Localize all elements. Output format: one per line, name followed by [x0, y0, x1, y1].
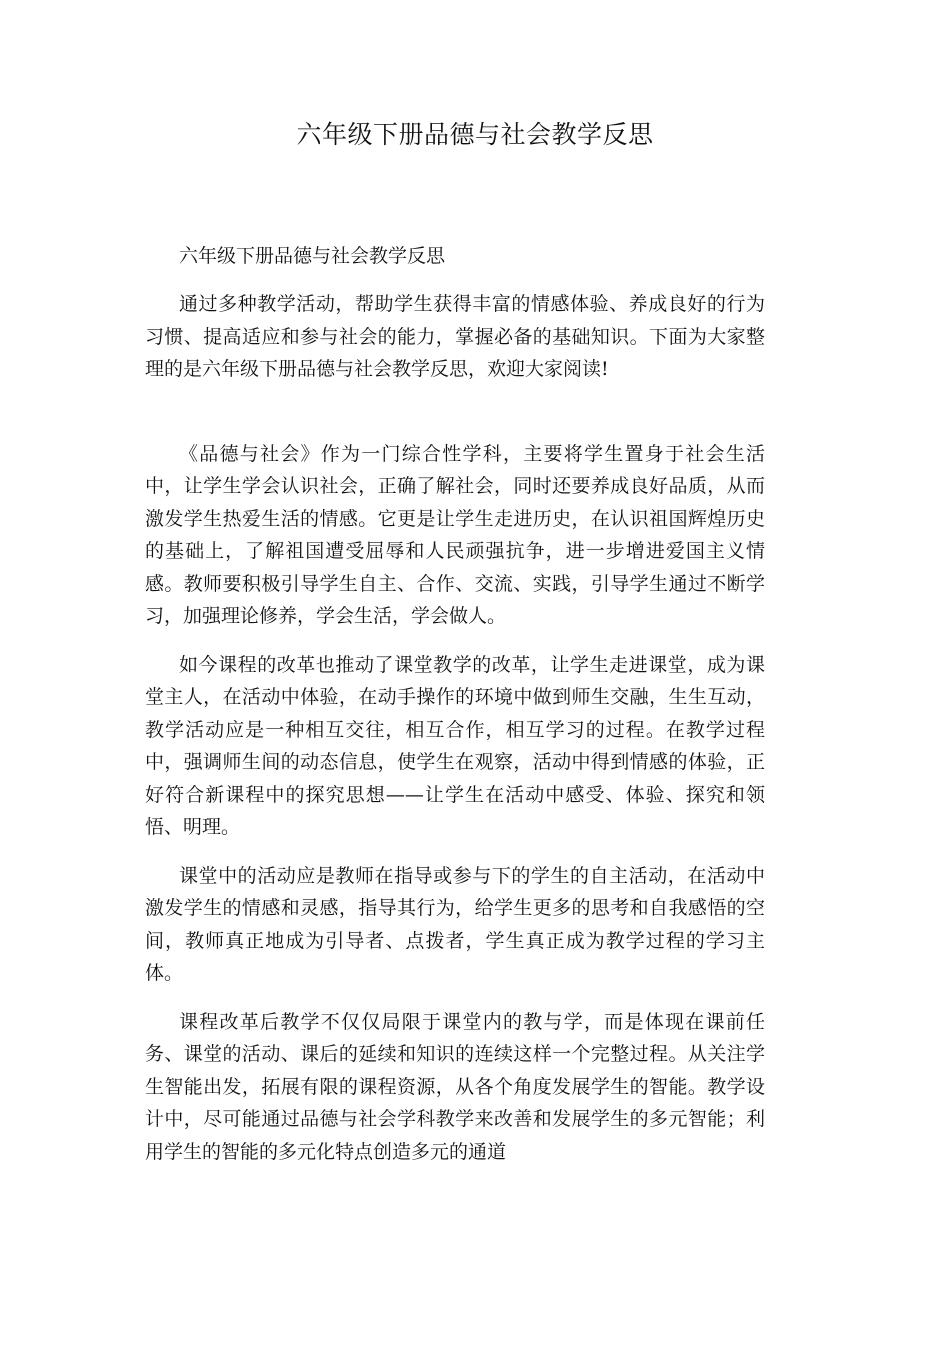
intro-paragraph: 通过多种教学活动，帮助学生获得丰富的情感体验、养成良好的行为习惯、提高适应和参与社会的能力，掌握必备的基础知识。下面为大家整理的是六年级下册品德与社会教学反思，欢迎大家阅读! [145, 293, 765, 380]
document-title: 六年级下册品德与社会教学反思 [296, 120, 654, 149]
document-body [145, 240, 765, 1184]
paragraph-1: 《品德与社会》作为一门综合性学科，主要将学生置身于社会生活中，让学生学会认识社会，正确了解社会，同时还要养成良好品质，从而激发学生热爱生活的情感。它更是让学生走进历史，在认识祖国辉煌历史的基础上，了解祖国遭受屈辱和人民顽强抗争，进一步增进爱国主义情感。教师要积极引导学生自主、合作、交流、实践，引导学生通过不断学习，加强理论修养，学会生活，学会做人。 [145, 442, 765, 627]
paragraph-4: 课程改革后教学不仅仅局限于课堂内的教与学，而是体现在课前任务、课堂的活动、课后的延续和知识的连续这样一个完整过程。从关注学生智能出发，拓展有限的课程资源，从各个角度发展学生的智能。教学设计中，尽可能通过品德与社会学科教学来改善和发展学生的多元智能；利用学生的智能的多元化特点创造多元的通道 [145, 1010, 765, 1163]
paragraph-3: 课堂中的活动应是教师在指导或参与下的学生的自主活动，在活动中激发学生的情感和灵感，指导其行为，给学生更多的思考和自我感悟的空间，教师真正地成为引导者、点拨者，学生真正成为教学过程的学习主体。 [145, 864, 765, 984]
paragraph-2: 如今课程的改革也推动了课堂教学的改革，让学生走进课堂，成为课堂主人，在活动中体验，在动手操作的环境中做到师生交融，生生互动，教学活动应是一种相互交往，相互合作，相互学习的过程。在教学过程中，强调师生间的动态信息，使学生在观察，活动中得到情感的体验，正好符合新课程中的探究思想——让学生在活动中感受、体验、探究和领悟、明理。 [145, 653, 765, 838]
document-subtitle: 六年级下册品德与社会教学反思 [179, 245, 446, 267]
